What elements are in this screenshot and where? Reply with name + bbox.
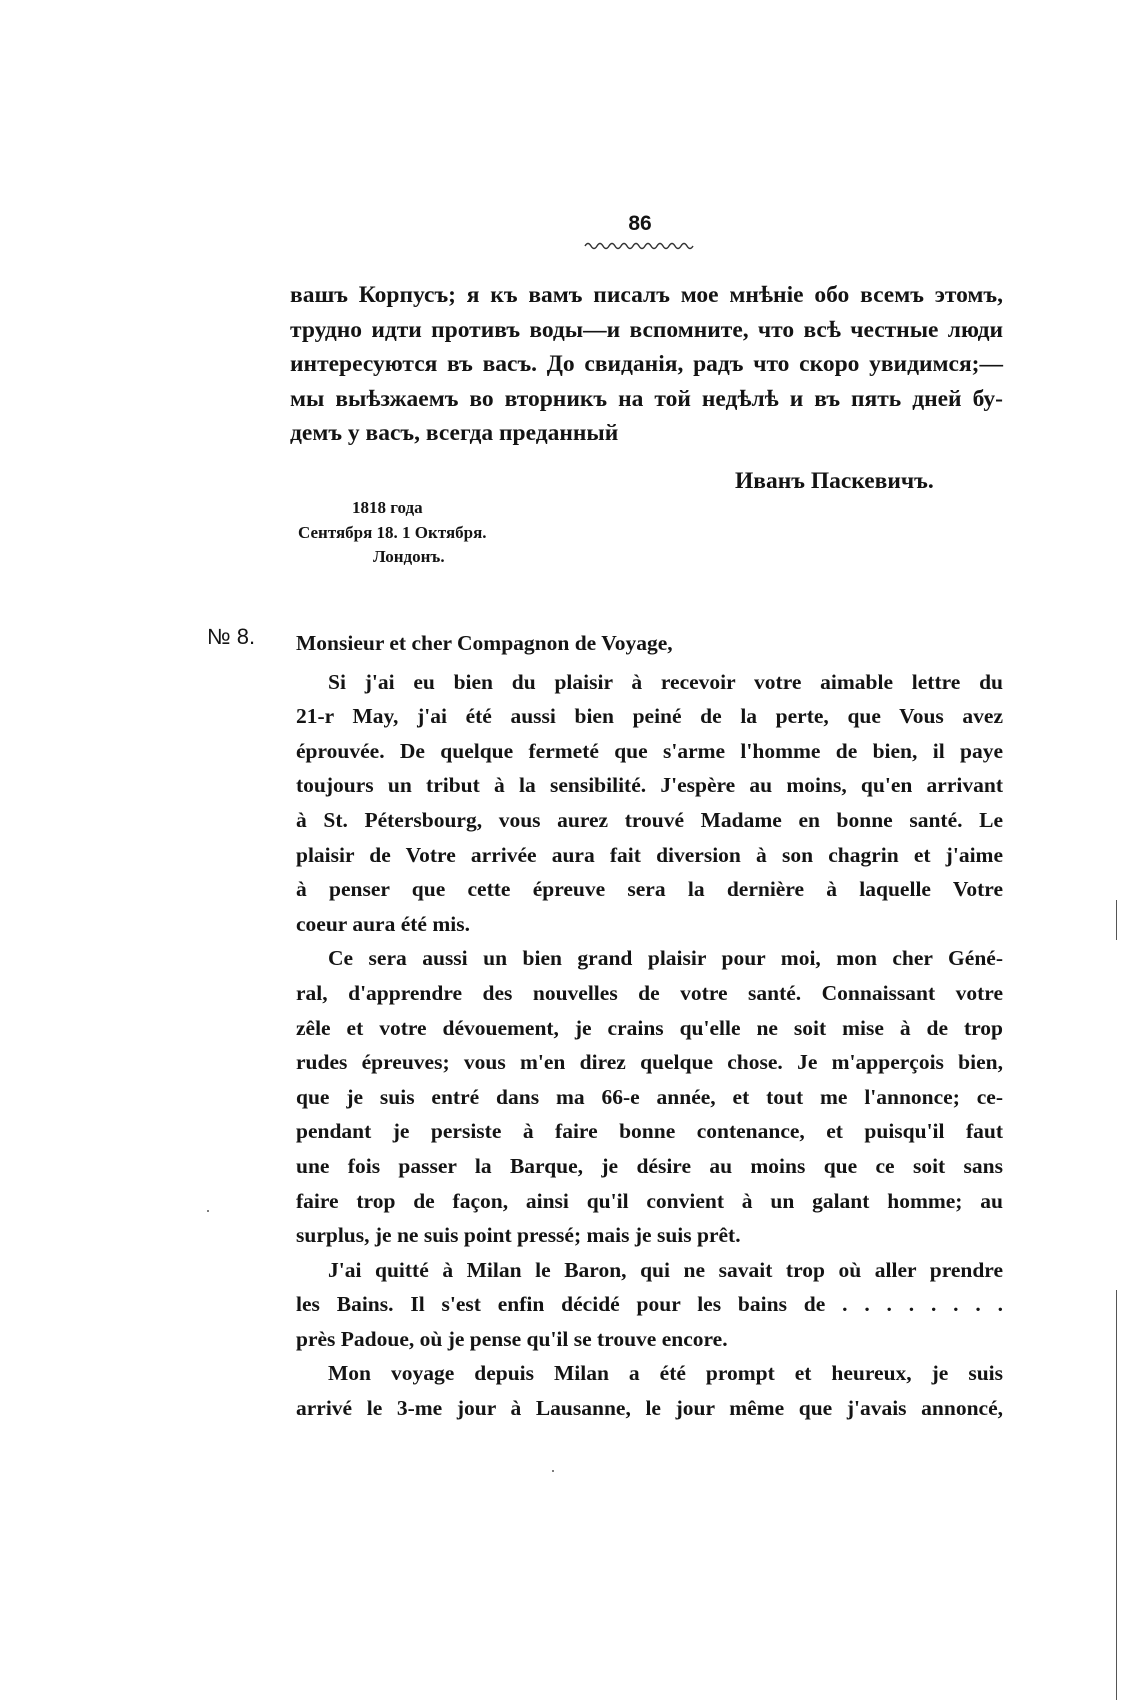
text-line: 21-r May, j'ai été aussi bien peiné de la perte, que Vous avez [296, 704, 1003, 729]
scan-edge-mark [1116, 900, 1117, 940]
date-year: 1818 года [352, 498, 423, 517]
text-line: à St. Pétersbourg, vous aurez trouvé Madame en bonne santé. Le [296, 807, 1003, 832]
text-line: près Padoue, où je pense qu'il se trouve encore. [296, 1326, 728, 1351]
scan-speck [552, 1470, 554, 1472]
text-line: мы выѣзжаемъ во вторникъ на той недѣлѣ и въ пять дней бу- [290, 385, 1003, 412]
page-number-ornament [583, 238, 703, 250]
text-line: zêle et votre dévouement, je crains qu'elle ne soit mise à de trop [296, 1015, 1003, 1040]
scan-edge-line [1116, 1290, 1117, 1700]
date-place: Лондонъ. [373, 547, 445, 566]
text-line: демъ у васъ, всегда преданный [290, 420, 619, 447]
date-days: Сентября 18. 1 Октября. [298, 522, 487, 542]
text-line: вашъ Корпусъ; я къ вамъ писалъ мое мнѣніе обо всемъ этомъ, [290, 282, 1003, 308]
text-line: plaisir de Votre arrivée aura fait diversion à son chagrin et j'aime [296, 842, 1003, 867]
text-line: трудно идти противъ воды—и вспомните, что всѣ честные люди [290, 316, 1003, 343]
text-line: une fois passer la Barque, je désire au moins que ce soit sans [296, 1153, 1003, 1178]
text-line: pendant je persiste à faire bonne contenance, et puisqu'il faut [296, 1119, 1003, 1144]
text-line: Si j'ai eu bien du plaisir à recevoir votre aimable lettre du [328, 669, 1003, 694]
text-line: les Bains. Il s'est enfin décidé pour les bains de . . . . . . . . [296, 1292, 1003, 1317]
text-line: rudes épreuves; vous m'en direz quelque chose. Je m'apperçois bien, [296, 1050, 1003, 1075]
french-letter-body [296, 626, 1003, 1426]
text-line: Ce sera aussi un bien grand plaisir pour moi, mon cher Géné- [328, 946, 1003, 971]
letter-number: № 8. [207, 624, 256, 649]
text-line: J'ai quitté à Milan le Baron, qui ne savait trop où aller prendre [328, 1257, 1003, 1282]
text-line: ral, d'apprendre des nouvelles de votre santé. Connaissant votre [296, 980, 1003, 1005]
signature: Иванъ Паскевичъ. [735, 468, 934, 494]
text-line: que je suis entré dans ma 66-e année, et tout me l'annonce; ce- [296, 1084, 1003, 1109]
russian-letter-body [290, 278, 1003, 451]
page-number: 86 [628, 212, 652, 235]
text-line: arrivé le 3-me jour à Lausanne, le jour même que j'avais annoncé, [296, 1396, 1003, 1421]
letter-date [270, 496, 560, 570]
text-line: à penser que cette épreuve sera la dernière à laquelle Votre [296, 877, 1003, 902]
text-line: интересуются въ васъ. До свиданія, радъ что скоро увидимся;— [290, 351, 1003, 378]
text-line: Mon voyage depuis Milan a été prompt et heureux, je suis [328, 1361, 1003, 1386]
text-line: éprouvée. De quelque fermeté que s'arme l'homme de bien, il paye [296, 738, 1003, 763]
scan-speck [207, 1210, 209, 1212]
text-line: coeur aura été mis. [296, 911, 470, 936]
text-line: toujours un tribut à la sensibilité. J'espère au moins, qu'en arrivant [296, 773, 1003, 798]
text-line: surplus, je ne suis point pressé; mais je suis prêt. [296, 1223, 741, 1248]
text-line: faire trop de façon, ainsi qu'il convient à un galant homme; au [296, 1188, 1003, 1213]
salutation: Monsieur et cher Compagnon de Voyage, [296, 631, 673, 655]
